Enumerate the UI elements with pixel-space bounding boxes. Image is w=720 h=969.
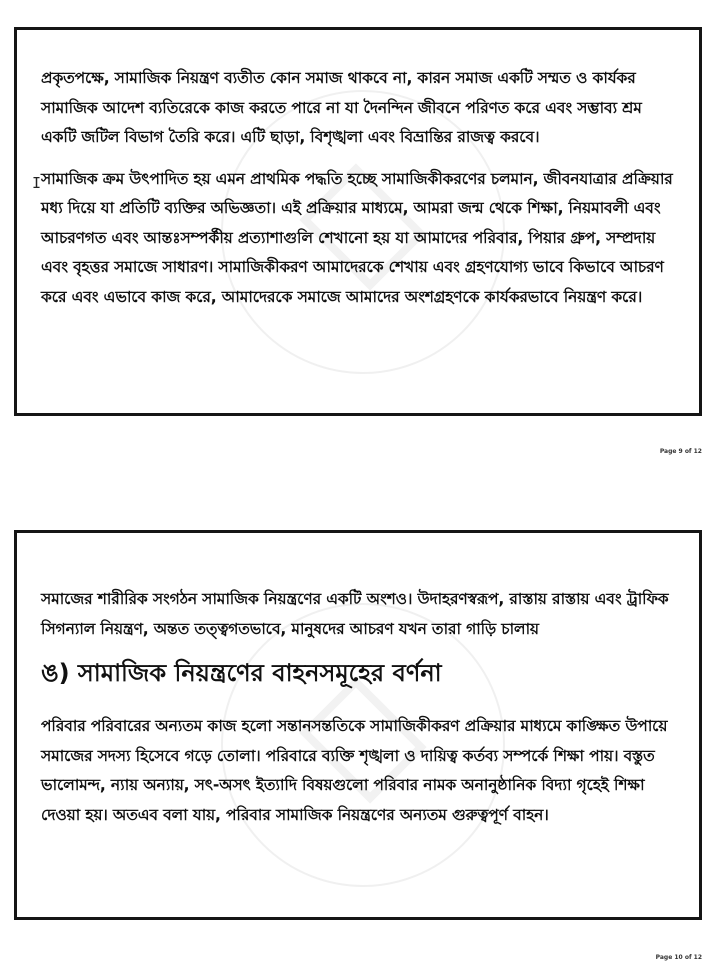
page-number-9: Page 9 of 12	[659, 448, 702, 455]
paragraph-physical-organization: সমাজের শারীরিক সংগঠন সামাজিক নিয়ন্ত্রণের একটি অংশও। উদাহরণস্বরূপ, রাস্তায় রাস্তায় এবং ট্রাফিক সিগন্যাল নিয়ন্ত্রণ, অন্তত তত্ত্বগতভাবে, মানুষদের আচরণ যখন তারা গাড়ি চালায়	[41, 590, 669, 638]
document-page-9	[14, 27, 702, 416]
text-cursor-icon: I	[32, 174, 42, 192]
paragraph-family: পরিবার পরিবারের অন্যতম কাজ হলো সন্তানসন্ততিকে সামাজিকীকরণ প্রক্রিয়ার মাধ্যমে কাঙ্ক্ষিত উপায়ে সমাজের সদস্য হিসেবে গড়ে তোলা। পরিবারে ব্যক্তি শৃঙ্খলা ও দায়িত্ব কর্তব্য সম্পর্কে শিক্ষা পায়। বস্তুত ভালোমন্দ, ন্যায় অন্যায়, সৎ-অসৎ ইত্যাদি বিষয়গুলো পরিবার নামক অনানুষ্ঠানিক বিদ্যা গৃহেই শিক্ষা দেওয়া হয়। অতএব বলা যায়, পরিবার সামাজিক নিয়ন্ত্রণের অন্যতম গুরুত্বপূর্ণ বাহন।	[41, 717, 668, 824]
paragraph-social-control-necessity: প্রকৃতপক্ষে, সামাজিক নিয়ন্ত্রণ ব্যতীত কোন সমাজ থাকবে না, কারন সমাজ একটি সম্মত ও কার্যকর সামাজিক আদেশ ব্যতিরেকে কাজ করতে পারে না যা দৈনন্দিন জীবনে পরিণত করে এবং সম্ভাব্য শ্রম একটি জটিল বিভাগ তৈরি করে। এটি ছাড়া, বিশৃঙ্খলা এবং বিভ্রান্তির রাজত্ব করবে।	[41, 69, 642, 146]
section-heading: ঙ) সামাজিক নিয়ন্ত্রণের বাহনসমূহের বর্ণনা	[41, 659, 442, 687]
page-number-10: Page 10 of 12	[655, 954, 702, 961]
paragraph-socialization: সামাজিক ক্রম উৎপাদিত হয় এমন প্রাথমিক পদ্ধতি হচ্ছে সামাজিকীকরণের চলমান, জীবনযাত্রার প্রক্রিয়ার মধ্য দিয়ে যা প্রতিটি ব্যক্তির অভিজ্ঞতা। এই প্রক্রিয়ার মাধ্যমে, আমরা জন্ম থেকে শিক্ষা, নিয়মাবলী এবং আচরণগত এবং আন্তঃসম্পর্কীয় প্রত্যাশাগুলি শেখানো হয় যা আমাদের পরিবার, পিয়ার গ্রুপ, সম্প্রদায় এবং বৃহত্তর সমাজে সাধারণ। সামাজিকীকরণ আমাদেরকে শেখায় এবং গ্রহণযোগ্য ভাবে কিভাবে আচরণ করে এবং এভাবে কাজ করে, আমাদেরকে সমাজে আমাদের অংশগ্রহণকে কার্যকরভাবে নিয়ন্ত্রণ করে।	[41, 169, 673, 306]
document-page-10	[14, 530, 702, 920]
